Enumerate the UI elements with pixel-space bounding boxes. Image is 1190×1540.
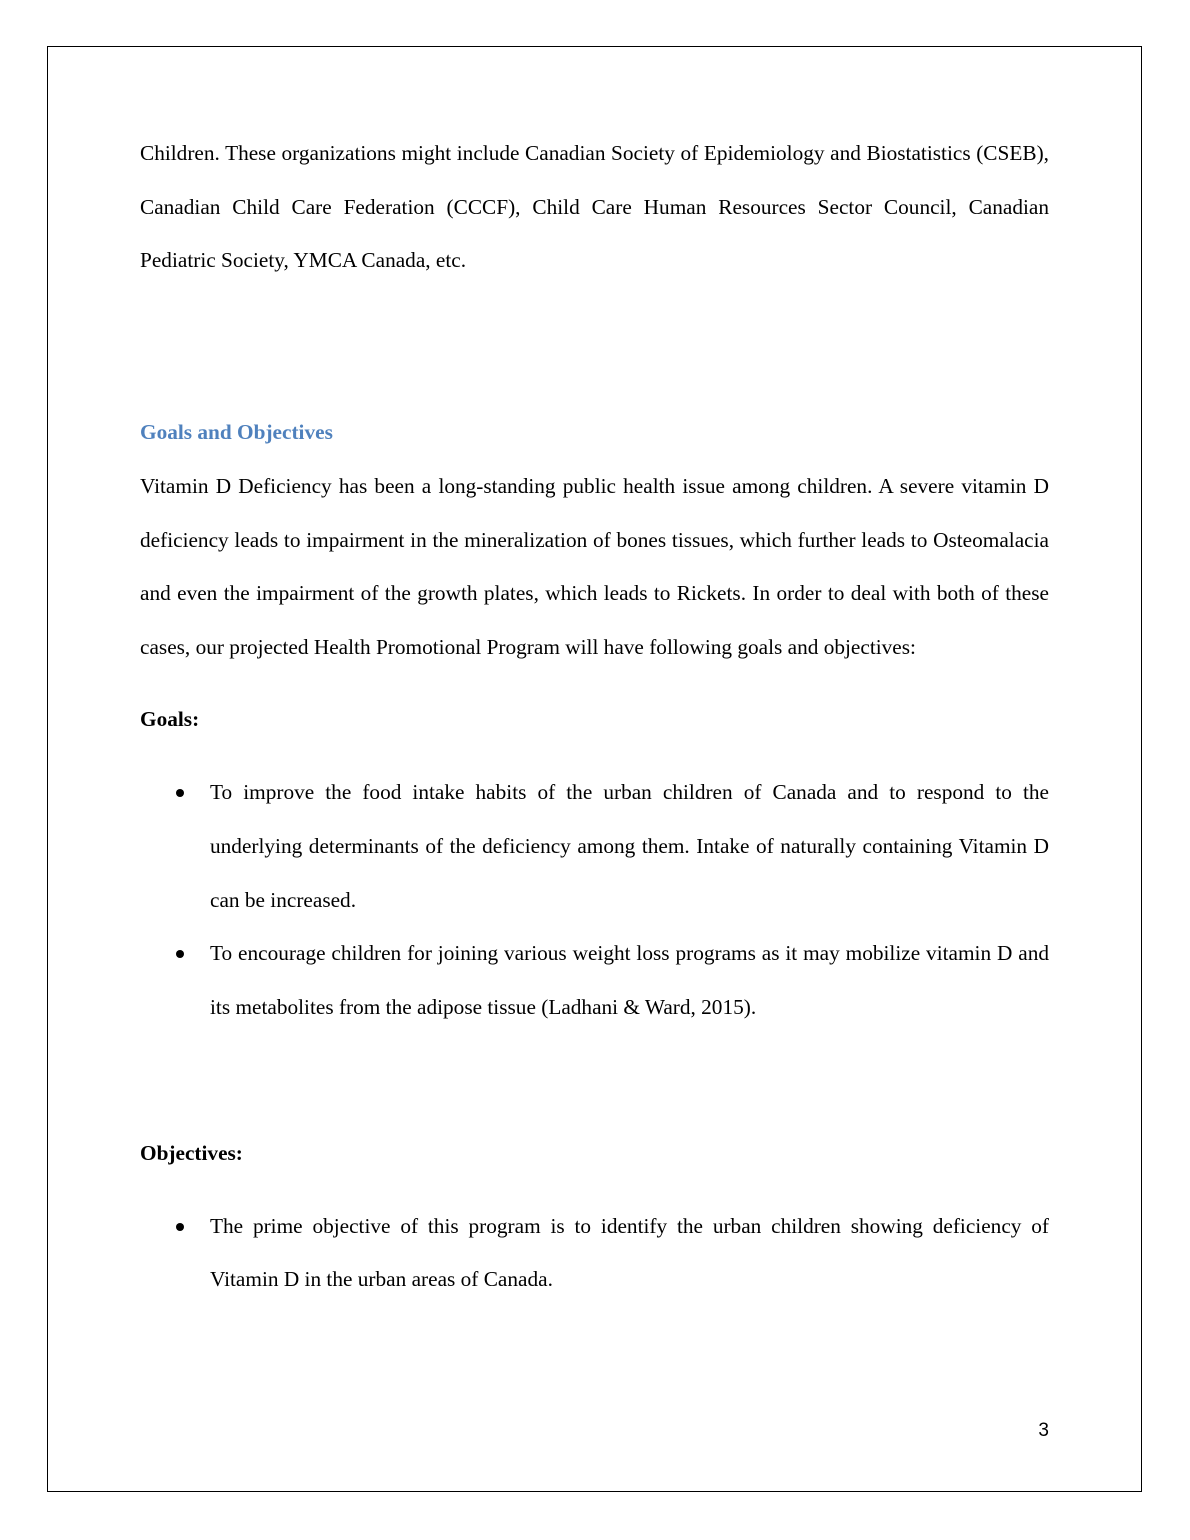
objective-text: The prime objective of this program is to identify the urban children showing deficiency of Vitamin D in the urban areas of Canada. [210,1213,1049,1292]
bullet-icon [176,1223,184,1231]
bullet-icon [176,950,184,958]
intro-paragraph: Children. These organizations might include Canadian Society of Epidemiology and Biostatistics (CSEB), Canadian Child Care Federation (CCCF), Child Care Human Resources Sector Council, Canadian Pediatric Society, YMCA Canada, etc. [140,141,1049,273]
objectives-heading: Objectives: [140,1140,243,1165]
list-item [140,1200,1049,1307]
list-item [140,927,1049,1034]
goal-text: To improve the food intake habits of the urban children of Canada and to respond to the underlying determinants of the deficiency among them. Intake of naturally containing Vitamin D can be increased. [210,780,1049,912]
spacer [140,288,1049,406]
section-paragraph: Vitamin D Deficiency has been a long-standing public health issue among children. A severe vitamin D deficiency leads to impairment in the mineralization of bones tissues, which further leads to Osteomalacia and even the impairment of the growth plates, which leads to Rickets. In order to deal with both of these cases, our projected Health Promotional Program will have following goals and objectives: [140,473,1049,659]
goals-list [140,766,1049,1035]
bullet-icon [176,789,184,797]
spacer [140,675,1049,693]
spacer [140,746,1049,766]
section-heading: Goals and Objectives [140,420,333,445]
spacer [140,1181,1049,1200]
document-body [140,127,1049,1307]
goal-text: To encourage children for joining various weight loss programs as it may mobilize vitamin D and its metabolites from the adipose tissue (Ladhani & Ward, 2015). [210,941,1049,1020]
spacer [140,1035,1049,1127]
goals-heading: Goals: [140,706,200,731]
page-number: 3 [1038,1420,1049,1441]
list-item [140,766,1049,927]
objectives-list [140,1200,1049,1307]
